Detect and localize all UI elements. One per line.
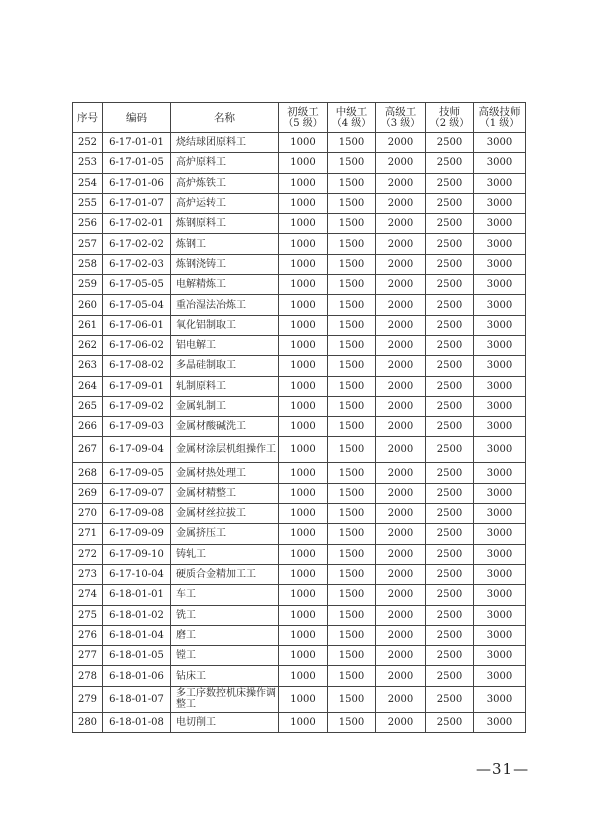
cell-junior: 1000	[279, 417, 328, 437]
cell-name: 铸轧工	[171, 544, 279, 564]
cell-seq: 261	[73, 315, 103, 335]
cell-middle: 1500	[328, 712, 376, 732]
cell-junior: 1000	[279, 686, 328, 712]
cell-senior: 2000	[376, 254, 426, 274]
cell-name: 多工序数控机床操作调整工	[171, 686, 279, 712]
cell-code: 6-18-01-06	[103, 666, 171, 686]
cell-senior: 2000	[376, 275, 426, 295]
cell-senior: 2000	[376, 173, 426, 193]
cell-seq: 253	[73, 153, 103, 173]
cell-senior-technician: 3000	[474, 193, 526, 213]
cell-technician: 2500	[426, 564, 474, 584]
table-row	[73, 417, 526, 437]
cell-seq: 268	[73, 463, 103, 483]
cell-junior: 1000	[279, 315, 328, 335]
cell-technician: 2500	[426, 396, 474, 416]
cell-code: 6-17-09-05	[103, 463, 171, 483]
cell-seq: 252	[73, 133, 103, 153]
cell-seq: 265	[73, 396, 103, 416]
cell-technician: 2500	[426, 437, 474, 463]
cell-senior-technician: 3000	[474, 437, 526, 463]
cell-code: 6-18-01-08	[103, 712, 171, 732]
cell-technician: 2500	[426, 605, 474, 625]
header-junior-label: 初级工	[287, 105, 319, 118]
cell-seq: 277	[73, 646, 103, 666]
cell-seq: 279	[73, 686, 103, 712]
cell-junior: 1000	[279, 376, 328, 396]
cell-code: 6-18-01-01	[103, 585, 171, 605]
cell-senior: 2000	[376, 133, 426, 153]
cell-seq: 266	[73, 417, 103, 437]
cell-senior-technician: 3000	[474, 315, 526, 335]
cell-senior-technician: 3000	[474, 234, 526, 254]
cell-name: 铣工	[171, 605, 279, 625]
cell-name: 金属挤压工	[171, 524, 279, 544]
cell-name: 轧制原料工	[171, 376, 279, 396]
cell-name: 金属轧制工	[171, 396, 279, 416]
header-technician	[426, 103, 474, 133]
cell-technician: 2500	[426, 544, 474, 564]
table-row	[73, 483, 526, 503]
cell-middle: 1500	[328, 315, 376, 335]
cell-seq: 269	[73, 483, 103, 503]
cell-junior: 1000	[279, 524, 328, 544]
cell-technician: 2500	[426, 356, 474, 376]
subsidy-table	[72, 102, 526, 733]
cell-seq: 273	[73, 564, 103, 584]
cell-middle: 1500	[328, 483, 376, 503]
cell-junior: 1000	[279, 666, 328, 686]
table-row	[73, 504, 526, 524]
header-senior-level: （3 级）	[380, 117, 421, 129]
cell-junior: 1000	[279, 712, 328, 732]
cell-middle: 1500	[328, 254, 376, 274]
cell-senior: 2000	[376, 686, 426, 712]
cell-seq: 275	[73, 605, 103, 625]
table-row	[73, 463, 526, 483]
header-senior	[376, 103, 426, 133]
cell-technician: 2500	[426, 335, 474, 355]
cell-senior-technician: 3000	[474, 646, 526, 666]
cell-senior: 2000	[376, 564, 426, 584]
cell-name: 重冶湿法冶炼工	[171, 295, 279, 315]
cell-code: 6-17-02-03	[103, 254, 171, 274]
table-row	[73, 437, 526, 463]
cell-name: 金属材酸碱洗工	[171, 417, 279, 437]
cell-middle: 1500	[328, 234, 376, 254]
table-row	[73, 396, 526, 416]
cell-technician: 2500	[426, 646, 474, 666]
cell-name: 炼钢工	[171, 234, 279, 254]
cell-senior: 2000	[376, 335, 426, 355]
cell-senior-technician: 3000	[474, 376, 526, 396]
cell-senior-technician: 3000	[474, 504, 526, 524]
cell-seq: 263	[73, 356, 103, 376]
table-row	[73, 214, 526, 234]
header-middle-level: （4 级）	[331, 117, 372, 129]
cell-technician: 2500	[426, 625, 474, 645]
cell-code: 6-17-06-02	[103, 335, 171, 355]
cell-junior: 1000	[279, 646, 328, 666]
cell-senior-technician: 3000	[474, 524, 526, 544]
cell-senior: 2000	[376, 712, 426, 732]
cell-code: 6-17-09-10	[103, 544, 171, 564]
cell-junior: 1000	[279, 564, 328, 584]
cell-senior-technician: 3000	[474, 712, 526, 732]
cell-senior-technician: 3000	[474, 564, 526, 584]
cell-senior-technician: 3000	[474, 356, 526, 376]
cell-senior-technician: 3000	[474, 544, 526, 564]
header-name: 名称	[171, 103, 279, 133]
cell-seq: 278	[73, 666, 103, 686]
cell-name: 金属材精整工	[171, 483, 279, 503]
cell-senior: 2000	[376, 417, 426, 437]
cell-middle: 1500	[328, 504, 376, 524]
cell-junior: 1000	[279, 234, 328, 254]
cell-code: 6-17-02-01	[103, 214, 171, 234]
cell-junior: 1000	[279, 193, 328, 213]
cell-technician: 2500	[426, 463, 474, 483]
cell-name: 烧结球团原料工	[171, 133, 279, 153]
header-senior-technician-level: （1 级）	[479, 117, 520, 129]
cell-senior: 2000	[376, 666, 426, 686]
cell-technician: 2500	[426, 504, 474, 524]
cell-senior: 2000	[376, 437, 426, 463]
cell-code: 6-17-09-04	[103, 437, 171, 463]
cell-code: 6-17-09-07	[103, 483, 171, 503]
cell-senior-technician: 3000	[474, 214, 526, 234]
cell-senior: 2000	[376, 234, 426, 254]
cell-technician: 2500	[426, 234, 474, 254]
cell-senior: 2000	[376, 524, 426, 544]
cell-code: 6-17-09-01	[103, 376, 171, 396]
cell-senior: 2000	[376, 544, 426, 564]
cell-seq: 259	[73, 275, 103, 295]
table-row	[73, 605, 526, 625]
cell-code: 6-17-01-01	[103, 133, 171, 153]
cell-seq: 274	[73, 585, 103, 605]
cell-junior: 1000	[279, 214, 328, 234]
cell-code: 6-17-09-02	[103, 396, 171, 416]
cell-junior: 1000	[279, 133, 328, 153]
cell-name: 金属材丝拉拔工	[171, 504, 279, 524]
cell-senior: 2000	[376, 625, 426, 645]
table-row	[73, 356, 526, 376]
cell-technician: 2500	[426, 173, 474, 193]
cell-middle: 1500	[328, 214, 376, 234]
table-row	[73, 646, 526, 666]
cell-middle: 1500	[328, 396, 376, 416]
header-technician-label: 技师	[439, 105, 460, 118]
cell-middle: 1500	[328, 463, 376, 483]
table-row	[73, 666, 526, 686]
cell-junior: 1000	[279, 605, 328, 625]
table-row	[73, 585, 526, 605]
cell-name: 磨工	[171, 625, 279, 645]
cell-senior-technician: 3000	[474, 133, 526, 153]
cell-junior: 1000	[279, 483, 328, 503]
cell-code: 6-17-05-04	[103, 295, 171, 315]
cell-seq: 257	[73, 234, 103, 254]
cell-senior: 2000	[376, 315, 426, 335]
cell-name: 铝电解工	[171, 335, 279, 355]
cell-senior-technician: 3000	[474, 463, 526, 483]
cell-code: 6-17-01-06	[103, 173, 171, 193]
cell-name: 高炉运转工	[171, 193, 279, 213]
table-row	[73, 315, 526, 335]
cell-senior: 2000	[376, 376, 426, 396]
cell-name: 钻床工	[171, 666, 279, 686]
cell-name: 氧化铝制取工	[171, 315, 279, 335]
cell-junior: 1000	[279, 295, 328, 315]
cell-seq: 271	[73, 524, 103, 544]
cell-junior: 1000	[279, 504, 328, 524]
cell-middle: 1500	[328, 417, 376, 437]
table-row	[73, 524, 526, 544]
cell-senior: 2000	[376, 646, 426, 666]
table-row	[73, 173, 526, 193]
cell-junior: 1000	[279, 335, 328, 355]
table-row	[73, 376, 526, 396]
cell-name: 金属材涂层机组操作工	[171, 437, 279, 463]
cell-middle: 1500	[328, 376, 376, 396]
cell-code: 6-18-01-04	[103, 625, 171, 645]
cell-seq: 280	[73, 712, 103, 732]
cell-seq: 256	[73, 214, 103, 234]
cell-code: 6-18-01-05	[103, 646, 171, 666]
cell-middle: 1500	[328, 524, 376, 544]
cell-code: 6-17-01-07	[103, 193, 171, 213]
cell-senior-technician: 3000	[474, 254, 526, 274]
header-middle-label: 中级工	[335, 105, 368, 118]
cell-technician: 2500	[426, 666, 474, 686]
table-row	[73, 234, 526, 254]
cell-name: 多晶硅制取工	[171, 356, 279, 376]
cell-senior-technician: 3000	[474, 417, 526, 437]
cell-senior: 2000	[376, 504, 426, 524]
cell-middle: 1500	[328, 605, 376, 625]
cell-middle: 1500	[328, 133, 376, 153]
cell-senior: 2000	[376, 356, 426, 376]
cell-senior: 2000	[376, 585, 426, 605]
cell-technician: 2500	[426, 315, 474, 335]
cell-middle: 1500	[328, 295, 376, 315]
cell-senior-technician: 3000	[474, 625, 526, 645]
cell-name: 硬质合金精加工工	[171, 564, 279, 584]
table-row	[73, 544, 526, 564]
cell-middle: 1500	[328, 335, 376, 355]
cell-middle: 1500	[328, 585, 376, 605]
cell-technician: 2500	[426, 686, 474, 712]
cell-middle: 1500	[328, 356, 376, 376]
cell-senior-technician: 3000	[474, 173, 526, 193]
cell-junior: 1000	[279, 625, 328, 645]
cell-senior-technician: 3000	[474, 335, 526, 355]
cell-senior: 2000	[376, 396, 426, 416]
cell-technician: 2500	[426, 483, 474, 503]
cell-name: 炼钢原料工	[171, 214, 279, 234]
cell-code: 6-17-05-05	[103, 275, 171, 295]
cell-senior-technician: 3000	[474, 605, 526, 625]
cell-senior-technician: 3000	[474, 153, 526, 173]
header-senior-label: 高级工	[384, 105, 417, 118]
cell-code: 6-17-01-05	[103, 153, 171, 173]
header-technician-level: （2 级）	[429, 117, 470, 129]
header-code: 编码	[103, 103, 171, 133]
cell-code: 6-18-01-02	[103, 605, 171, 625]
cell-code: 6-18-01-07	[103, 686, 171, 712]
cell-technician: 2500	[426, 153, 474, 173]
cell-middle: 1500	[328, 275, 376, 295]
cell-junior: 1000	[279, 275, 328, 295]
cell-senior-technician: 3000	[474, 666, 526, 686]
cell-technician: 2500	[426, 585, 474, 605]
cell-seq: 270	[73, 504, 103, 524]
cell-technician: 2500	[426, 214, 474, 234]
header-junior	[279, 103, 328, 133]
cell-technician: 2500	[426, 524, 474, 544]
cell-name: 镗工	[171, 646, 279, 666]
cell-middle: 1500	[328, 173, 376, 193]
cell-seq: 276	[73, 625, 103, 645]
cell-senior: 2000	[376, 153, 426, 173]
cell-senior-technician: 3000	[474, 483, 526, 503]
cell-seq: 272	[73, 544, 103, 564]
cell-middle: 1500	[328, 646, 376, 666]
cell-middle: 1500	[328, 437, 376, 463]
cell-technician: 2500	[426, 254, 474, 274]
header-seq: 序号	[73, 103, 103, 133]
cell-name: 炼钢浇铸工	[171, 254, 279, 274]
table-row	[73, 335, 526, 355]
cell-middle: 1500	[328, 193, 376, 213]
cell-technician: 2500	[426, 275, 474, 295]
cell-middle: 1500	[328, 153, 376, 173]
cell-seq: 264	[73, 376, 103, 396]
cell-middle: 1500	[328, 625, 376, 645]
cell-name: 高炉原料工	[171, 153, 279, 173]
table-row	[73, 153, 526, 173]
cell-name: 车工	[171, 585, 279, 605]
cell-seq: 267	[73, 437, 103, 463]
header-senior-technician-label: 高级技师	[478, 105, 521, 118]
cell-name: 电切削工	[171, 712, 279, 732]
cell-technician: 2500	[426, 376, 474, 396]
cell-technician: 2500	[426, 133, 474, 153]
table-row	[73, 133, 526, 153]
cell-technician: 2500	[426, 295, 474, 315]
cell-senior: 2000	[376, 605, 426, 625]
page-number: —31—	[476, 760, 530, 778]
cell-senior-technician: 3000	[474, 585, 526, 605]
table-row	[73, 686, 526, 712]
cell-senior: 2000	[376, 193, 426, 213]
cell-senior: 2000	[376, 483, 426, 503]
cell-senior-technician: 3000	[474, 275, 526, 295]
cell-junior: 1000	[279, 463, 328, 483]
header-junior-level: （5 级）	[283, 117, 323, 129]
cell-technician: 2500	[426, 193, 474, 213]
cell-code: 6-17-02-02	[103, 234, 171, 254]
cell-middle: 1500	[328, 564, 376, 584]
cell-senior: 2000	[376, 295, 426, 315]
cell-junior: 1000	[279, 356, 328, 376]
cell-name: 电解精炼工	[171, 275, 279, 295]
cell-junior: 1000	[279, 437, 328, 463]
cell-code: 6-17-10-04	[103, 564, 171, 584]
cell-seq: 262	[73, 335, 103, 355]
cell-seq: 254	[73, 173, 103, 193]
cell-code: 6-17-09-03	[103, 417, 171, 437]
cell-middle: 1500	[328, 544, 376, 564]
table-row	[73, 193, 526, 213]
table-row	[73, 625, 526, 645]
cell-code: 6-17-08-02	[103, 356, 171, 376]
cell-senior-technician: 3000	[474, 295, 526, 315]
cell-junior: 1000	[279, 153, 328, 173]
cell-name: 高炉炼铁工	[171, 173, 279, 193]
cell-technician: 2500	[426, 417, 474, 437]
cell-junior: 1000	[279, 544, 328, 564]
table-body	[73, 133, 526, 733]
cell-code: 6-17-06-01	[103, 315, 171, 335]
cell-senior-technician: 3000	[474, 686, 526, 712]
cell-senior-technician: 3000	[474, 396, 526, 416]
cell-seq: 258	[73, 254, 103, 274]
table-row	[73, 275, 526, 295]
table-row	[73, 295, 526, 315]
cell-middle: 1500	[328, 686, 376, 712]
cell-junior: 1000	[279, 173, 328, 193]
cell-technician: 2500	[426, 712, 474, 732]
table-row	[73, 254, 526, 274]
cell-middle: 1500	[328, 666, 376, 686]
header-middle	[328, 103, 376, 133]
header-senior-technician	[474, 103, 526, 133]
cell-seq: 260	[73, 295, 103, 315]
cell-name: 金属材热处理工	[171, 463, 279, 483]
cell-code: 6-17-09-09	[103, 524, 171, 544]
cell-code: 6-17-09-08	[103, 504, 171, 524]
table-row	[73, 712, 526, 732]
cell-junior: 1000	[279, 254, 328, 274]
cell-junior: 1000	[279, 585, 328, 605]
cell-senior: 2000	[376, 214, 426, 234]
table-row	[73, 564, 526, 584]
cell-seq: 255	[73, 193, 103, 213]
table-header-row	[73, 103, 526, 133]
cell-junior: 1000	[279, 396, 328, 416]
cell-senior: 2000	[376, 463, 426, 483]
